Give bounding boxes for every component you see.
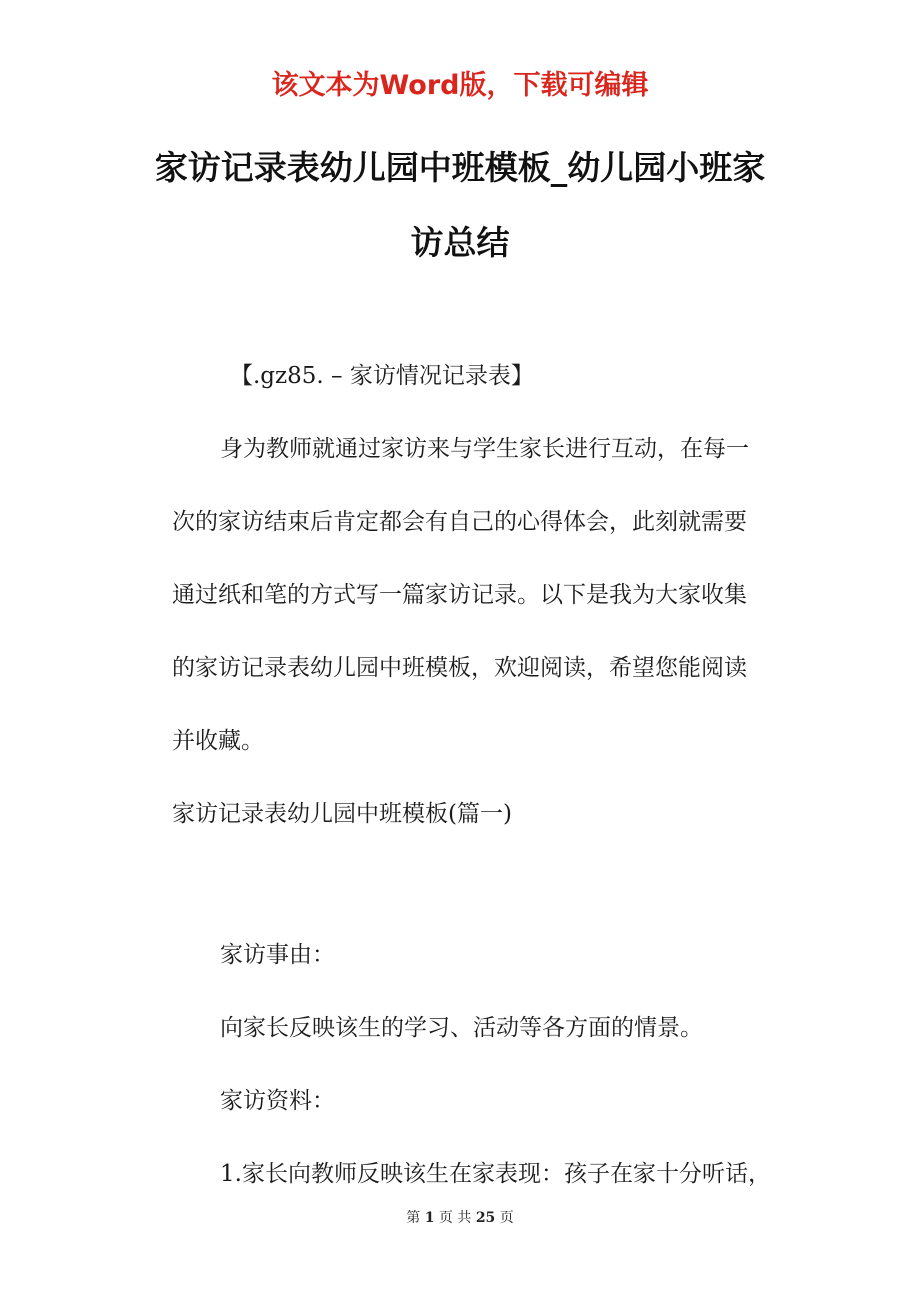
footer-middle: 页 共 (438, 1210, 472, 1226)
intro-line-3: 通过纸和笔的方式写一篇家访记录。以下是我为大家收集 (172, 582, 747, 608)
source-reference: 【.gz85. – 家访情况记录表】 (230, 363, 534, 389)
document-title-line-1: 家访记录表幼儿园中班模板_幼儿园小班家 (154, 148, 766, 187)
page-footer (0, 1208, 920, 1228)
document-title-line-2: 访总结 (410, 223, 510, 262)
visit-content-label: 家访资料： (220, 1088, 335, 1114)
visit-reason-text: 向家长反映该生的学习、活动等各方面的情景。 (220, 1015, 703, 1041)
footer-total-pages: 25 (475, 1210, 496, 1226)
download-banner: 该文本为Word版，下载可编辑 (271, 70, 649, 101)
footer-prefix: 第 (406, 1210, 421, 1226)
visit-reason-label: 家访事由： (220, 942, 335, 968)
document-body (172, 340, 784, 851)
section-heading: 家访记录表幼儿园中班模板(篇一) (172, 801, 512, 827)
intro-line-4: 的家访记录表幼儿园中班模板，欢迎阅读，希望您能阅读 (172, 655, 747, 681)
visit-content-item-1: 1.家长向教师反映该生在家表现：孩子在家十分听话， (220, 1161, 771, 1187)
footer-page-number: 1 (424, 1210, 435, 1226)
intro-line-2: 次的家访结束后肯定都会有自己的心得体会，此刻就需要 (172, 509, 747, 535)
intro-line-5: 并收藏。 (172, 728, 264, 754)
footer-suffix: 页 (499, 1210, 514, 1226)
visit-details (172, 919, 784, 1211)
intro-line-1: 身为教师就通过家访来与学生家长进行互动，在每一 (220, 436, 749, 462)
document-title (0, 130, 920, 280)
